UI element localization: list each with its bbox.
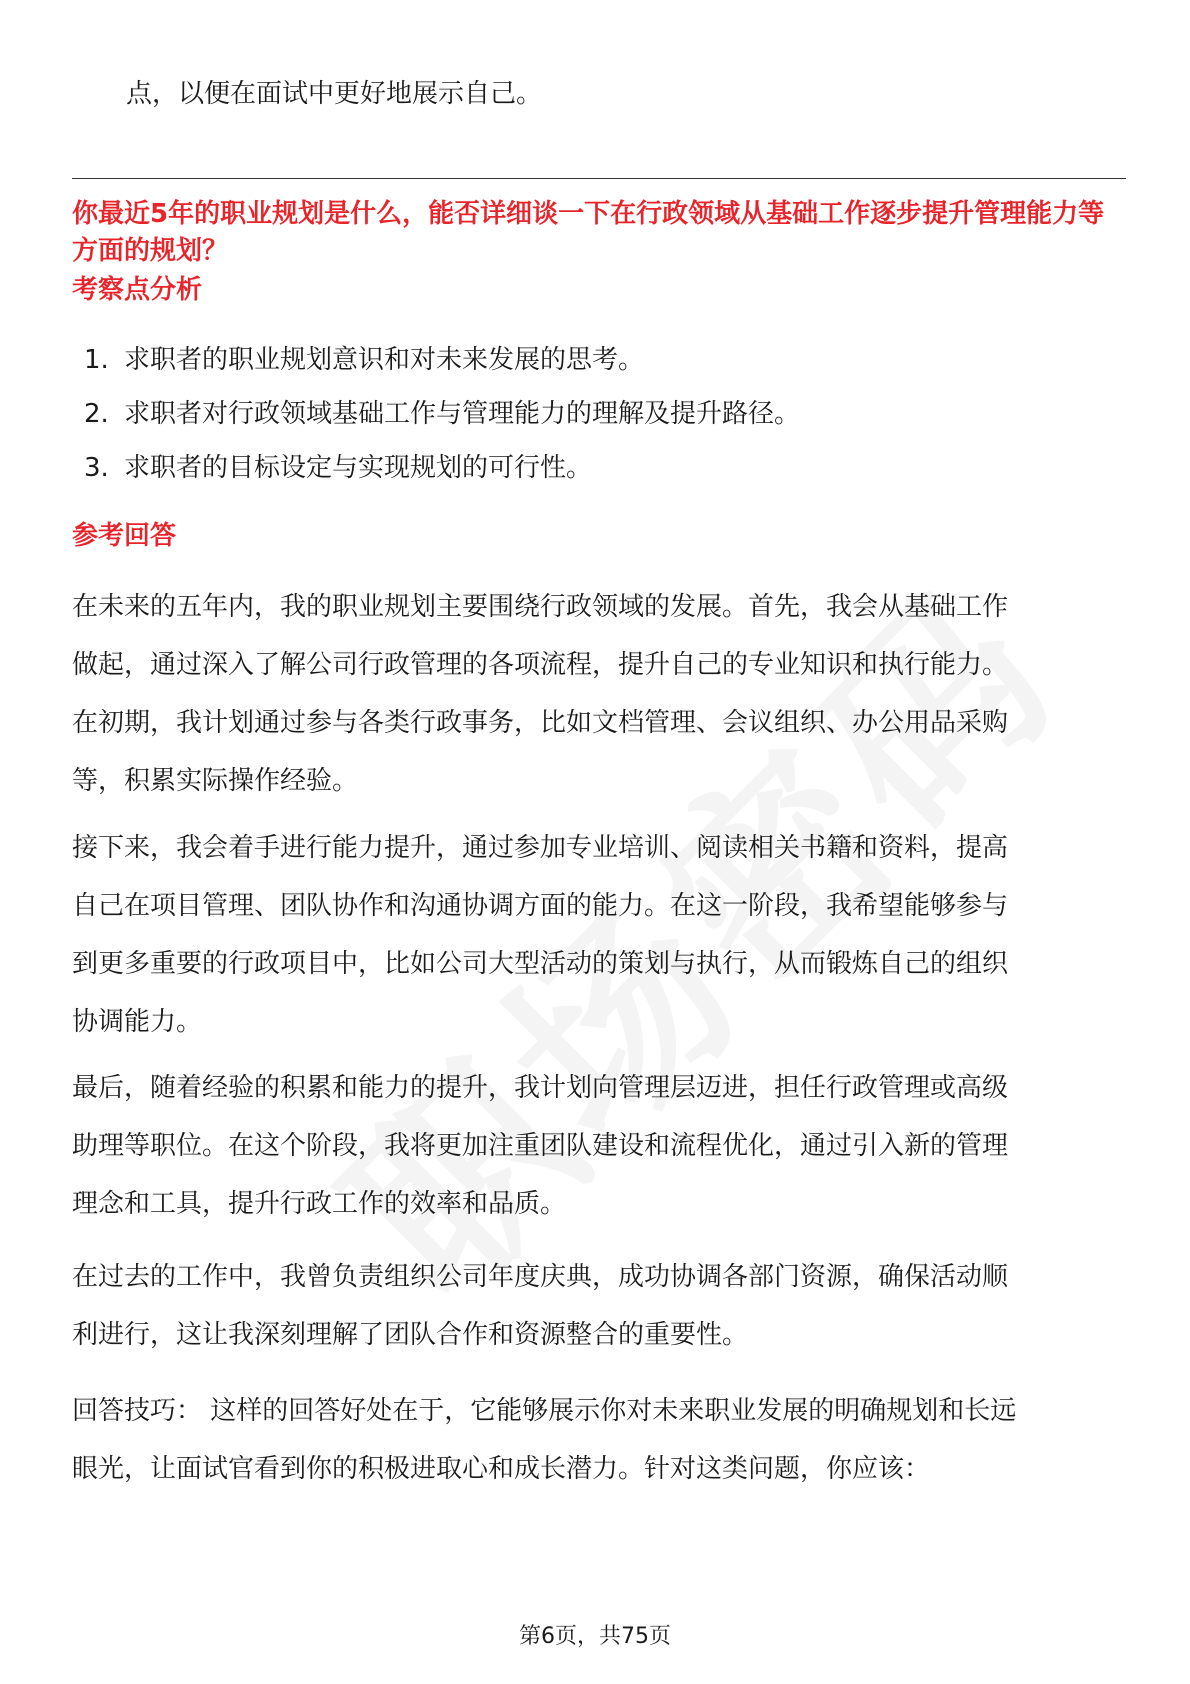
paragraph-line: 助理等职位。在这个阶段，我将更加注重团队建设和流程优化，通过引入新的管理	[72, 1131, 1009, 1161]
paragraph-line: 最后，随着经验的积累和能力的提升，我计划向管理层迈进，担任行政管理或高级	[72, 1073, 1009, 1103]
answer-section-title: 参考回答	[72, 521, 177, 551]
paragraph-line: 回答技巧： 这样的回答好处在于，它能够展示你对未来职业发展的明确规划和长远	[72, 1396, 1017, 1426]
paragraph-line: 利进行，这让我深刻理解了团队合作和资源整合的重要性。	[72, 1320, 749, 1350]
analysis-section-title: 考察点分析	[72, 275, 203, 305]
question-heading: 你最近5年的职业规划是什么，能否详细谈一下在行政领域从基础工作逐步提升管理能力等方面的规划？	[72, 199, 1105, 266]
answer-tip-paragraph	[72, 1382, 1128, 1498]
paragraph-line: 理念和工具，提升行政工作的效率和品质。	[72, 1189, 567, 1219]
paragraph-line: 等，积累实际操作经验。	[72, 766, 359, 796]
paragraph-line: 自己在项目管理、团队协作和沟通协调方面的能力。在这一阶段，我希望能够参与	[72, 891, 1009, 921]
list-item	[84, 340, 644, 380]
paragraph-line: 做起，通过深入了解公司行政管理的各项流程，提升自己的专业知识和执行能力。	[72, 650, 1009, 680]
list-item-number: 3.	[84, 453, 109, 483]
list-item-text: 求职者的职业规划意识和对未来发展的思考。	[124, 345, 645, 375]
continued-text-line: 点，以便在面试中更好地展示自己。	[126, 79, 543, 109]
answer-paragraph	[72, 1059, 1128, 1233]
list-item-number: 2.	[84, 399, 109, 429]
list-item	[84, 394, 800, 434]
paragraph-line: 眼光，让面试官看到你的积极进取心和成长潜力。针对这类问题，你应该：	[72, 1454, 931, 1484]
list-item-text: 求职者的目标设定与实现规划的可行性。	[124, 453, 593, 483]
paragraph-line: 在未来的五年内，我的职业规划主要围绕行政领域的发展。首先，我会从基础工作	[72, 592, 1009, 622]
answer-paragraph	[72, 578, 1128, 810]
answer-paragraph	[72, 1248, 1128, 1364]
paragraph-line: 协调能力。	[72, 1007, 203, 1037]
paragraph-line: 到更多重要的行政项目中，比如公司大型活动的策划与执行，从而锻炼自己的组织	[72, 949, 1009, 979]
list-item	[84, 448, 592, 488]
paragraph-line: 接下来，我会着手进行能力提升，通过参加专业培训、阅读相关书籍和资料，提高	[72, 833, 1009, 863]
list-item-text: 求职者对行政领域基础工作与管理能力的理解及提升路径。	[124, 399, 801, 429]
paragraph-line: 在过去的工作中，我曾负责组织公司年度庆典，成功协调各部门资源，确保活动顺	[72, 1262, 1009, 1292]
list-item-number: 1.	[84, 345, 109, 375]
paragraph-line: 在初期，我计划通过参与各类行政事务，比如文档管理、会议组织、办公用品采购	[72, 708, 1009, 738]
page-number: 第6页，共75页	[519, 1624, 671, 1649]
answer-paragraph	[72, 819, 1128, 1051]
divider	[72, 178, 1126, 179]
